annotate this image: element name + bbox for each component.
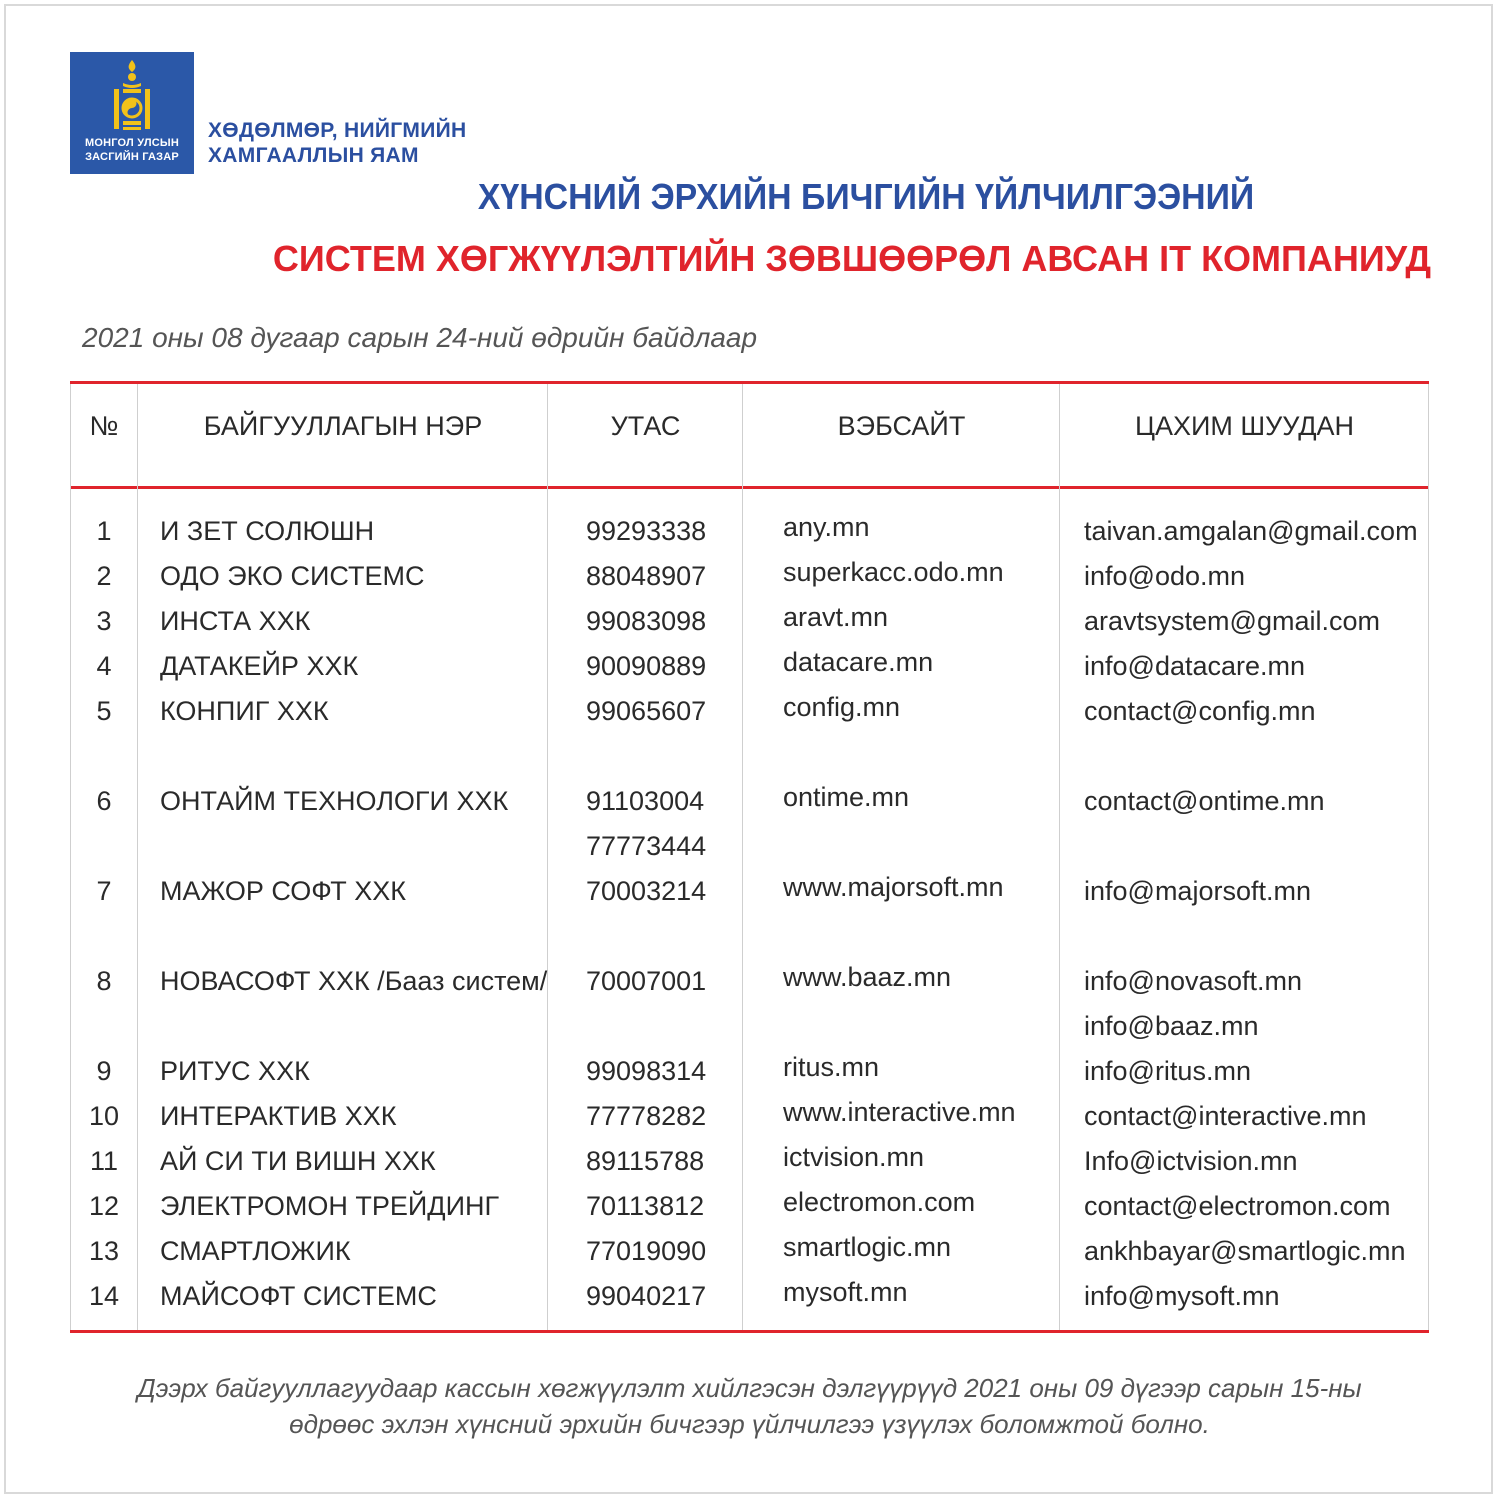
organization-name: ИНСТА ХХК <box>160 606 311 636</box>
organization-name: АЙ СИ ТИ ВИШН ХХК <box>160 1146 436 1176</box>
organization-name: НОВАСОФТ ХХК /Бааз систем/ <box>160 966 548 996</box>
phone-number: 99098314 <box>586 1056 707 1086</box>
website: config.mn <box>783 692 901 722</box>
header-website: ВЭБСАЙТ <box>837 411 966 441</box>
phone-number: 89115788 <box>586 1146 705 1176</box>
table-bottom-rule <box>70 1330 1429 1333</box>
website: www.interactive.mn <box>783 1097 1016 1127</box>
ministry-name-line2: ХАМГААЛЛЫН ЯАМ <box>208 144 419 167</box>
website: datacare.mn <box>783 647 934 677</box>
row-number: 3 <box>96 606 112 636</box>
organization-name: ДАТАКЕЙР ХХК <box>160 651 359 681</box>
row-number: 5 <box>96 696 112 726</box>
organization-name: МАЖОР СОФТ ХХК <box>160 876 407 906</box>
government-logo <box>70 52 194 174</box>
row-number: 10 <box>88 1101 120 1131</box>
row-number: 8 <box>96 966 112 996</box>
row-number: 11 <box>89 1146 119 1176</box>
email-address: info@majorsoft.mn <box>1084 876 1311 906</box>
header-email: ЦАХИМ ШУУДАН <box>1134 411 1355 441</box>
header-organization-name: БАЙГУУЛЛАГЫН НЭР <box>203 411 483 441</box>
email-address: info@novasoft.mn <box>1084 966 1303 996</box>
phone-number: 99040217 <box>586 1281 707 1311</box>
website: ontime.mn <box>783 782 910 812</box>
organization-name: МАЙСОФТ СИСТЕМС <box>160 1281 437 1311</box>
footer-note-line1: Дээрх байгууллагуудаар кассын хөгжүүлэлт хийлгэсэн дэлгүүрүүд 2021 оны 09 дүгээр сарын 15-ны <box>137 1373 1362 1403</box>
phone-number: 70003214 <box>586 876 707 906</box>
table-border-right <box>1428 384 1429 1330</box>
organization-name: ЭЛЕКТРОМОН ТРЕЙДИНГ <box>160 1191 500 1221</box>
phone-number: 77778282 <box>586 1101 707 1131</box>
phone-number: 90090889 <box>586 651 707 681</box>
website: mysoft.mn <box>783 1277 908 1307</box>
ministry-name-line1: ХӨДӨЛМӨР, НИЙГМИЙН <box>208 119 467 142</box>
organization-name: КОНПИГ ХХК <box>160 696 329 726</box>
column-divider <box>742 384 743 1330</box>
row-number: 12 <box>88 1191 120 1221</box>
website: aravt.mn <box>783 602 889 632</box>
phone-number: 99293338 <box>586 516 707 546</box>
phone-number: 91103004 <box>586 786 705 816</box>
organization-name: СМАРТЛОЖИК <box>160 1236 351 1266</box>
website: superkacc.odo.mn <box>783 557 1004 587</box>
email-address: info@mysoft.mn <box>1084 1281 1280 1311</box>
column-divider <box>547 384 548 1330</box>
email-address: contact@ontime.mn <box>1084 786 1325 816</box>
email-address-secondary: info@baaz.mn <box>1084 1011 1259 1041</box>
title-line1: ХҮНСНИЙ ЭРХИЙН БИЧГИЙН ҮЙЛЧИЛГЭЭНИЙ <box>477 176 1255 217</box>
website: any.mn <box>783 512 870 542</box>
website: www.baaz.mn <box>783 962 952 992</box>
phone-number: 99083098 <box>586 606 707 636</box>
row-number: 6 <box>96 786 112 816</box>
header-phone: УТАС <box>610 411 681 441</box>
row-number: 13 <box>88 1236 120 1266</box>
row-number: 14 <box>88 1281 120 1311</box>
footer-note-line2: өдрөөс эхлэн хүнсний эрхийн бичгээр үйлчилгээ үзүүлэх боломжтой болно. <box>289 1409 1210 1439</box>
logo-caption-line2: ЗАСГИЙН ГАЗАР <box>85 151 179 163</box>
row-number: 1 <box>96 516 112 546</box>
email-address: Info@ictvision.mn <box>1084 1146 1298 1176</box>
companies-table <box>70 381 1429 1333</box>
organization-name: РИТУС ХХК <box>160 1056 310 1086</box>
phone-number: 99065607 <box>586 696 707 726</box>
organization-name: ИНТЕРАКТИВ ХХК <box>160 1101 397 1131</box>
email-address: ankhbayar@smartlogic.mn <box>1084 1236 1406 1266</box>
website: ritus.mn <box>783 1052 880 1082</box>
website: ictvision.mn <box>783 1142 925 1172</box>
organization-name: И ЗЕТ СОЛЮШН <box>160 516 375 546</box>
phone-number: 88048907 <box>586 561 707 591</box>
table-top-rule <box>70 381 1429 384</box>
title-line2: СИСТЕМ ХӨГЖҮҮЛЭЛТИЙН ЗӨВШӨӨРӨЛ АВСАН IT КОМПАНИУД <box>272 238 1431 279</box>
row-number: 7 <box>96 876 112 906</box>
table-header-rule <box>70 486 1429 489</box>
email-address: info@ritus.mn <box>1084 1056 1251 1086</box>
date-subtitle: 2021 оны 08 дугаар сарын 24-ний өдрийн байдлаар <box>82 322 758 353</box>
phone-number: 77019090 <box>586 1236 707 1266</box>
email-address: contact@electromon.com <box>1084 1191 1391 1221</box>
footer-note <box>0 1370 1499 1442</box>
phone-number: 70007001 <box>586 966 707 996</box>
row-number: 2 <box>96 561 112 591</box>
row-number: 9 <box>96 1056 112 1086</box>
email-address: taivan.amgalan@gmail.com <box>1084 516 1418 546</box>
logo-caption-line1: МОНГОЛ УЛСЫН <box>84 137 179 149</box>
phone-number: 70113812 <box>586 1191 705 1221</box>
email-address: info@datacare.mn <box>1084 651 1306 681</box>
organization-name: ОДО ЭКО СИСТЕМС <box>160 561 425 591</box>
soyombo-emblem-icon <box>102 58 162 136</box>
ministry-name <box>208 118 466 168</box>
phone-number-secondary: 77773444 <box>586 831 707 861</box>
organization-name: ОНТАЙМ ТЕХНОЛОГИ ХХК <box>160 786 509 816</box>
email-address: aravtsystem@gmail.com <box>1084 606 1380 636</box>
website: www.majorsoft.mn <box>783 872 1004 902</box>
email-address: info@odo.mn <box>1084 561 1245 591</box>
header-number: № <box>89 411 119 441</box>
email-address: contact@interactive.mn <box>1084 1101 1367 1131</box>
email-address: contact@config.mn <box>1084 696 1316 726</box>
website: electromon.com <box>783 1187 976 1217</box>
website: smartlogic.mn <box>783 1232 952 1262</box>
logo-caption <box>70 136 194 164</box>
column-divider <box>1059 384 1060 1330</box>
row-number: 4 <box>96 651 112 681</box>
